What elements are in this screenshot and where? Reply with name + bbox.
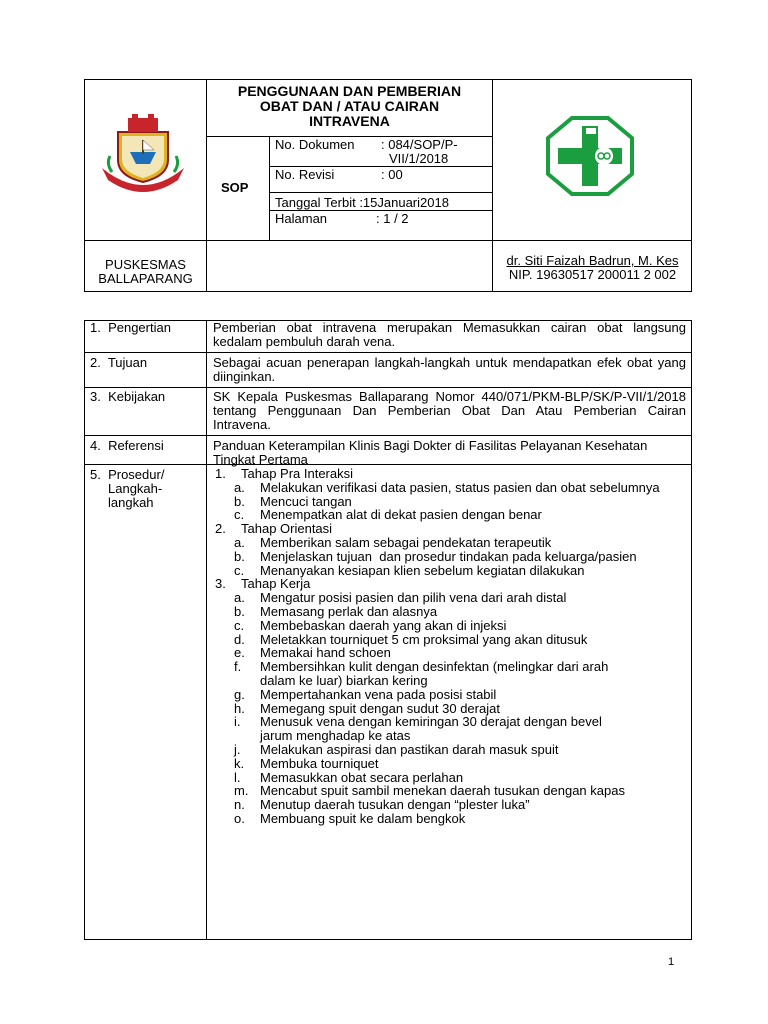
step-item: g. Mempertahankan vena pada posisi stabil: [234, 686, 497, 702]
content-divider: [84, 435, 692, 436]
step-item: a. Melakukan verifikasi data pasien, status pasien dan obat sebelumnya: [234, 479, 660, 495]
section-text-referensi: Panduan Keterampilan Klinis Bagi Dokter di Fasilitas Pelayanan Kesehatan Tingkat Pertama: [213, 438, 648, 467]
step-item: a. Mengatur posisi pasien dan pilih vena dari arah distal: [234, 590, 567, 606]
city-emblem-logo: [98, 112, 188, 192]
tanggal-terbit: Tanggal Terbit :15Januari2018: [275, 195, 449, 210]
puskesmas-logo: [546, 116, 634, 196]
content-divider: [206, 320, 207, 940]
step-item: o. Membuang spuit ke dalam bengkok: [234, 810, 466, 826]
procedure-label: 5. Prosedur/ Langkah- langkah: [90, 467, 165, 510]
step-item: m. Mencabut spuit sambil menekan daerah tusukan dengan kapas: [234, 783, 625, 799]
dokumen-label: No. Dokumen: [275, 137, 355, 152]
header-divider: [269, 192, 493, 193]
section-text-pengertian: Pemberian obat intravena merupakan Memasukkan cairan obat langsung kedalam pembuluh darah vena.: [213, 320, 686, 349]
step-item: b. Mencuci tangan: [234, 493, 352, 509]
procedure-list: [215, 467, 687, 826]
revisi-value: : 00: [381, 167, 403, 182]
step-item: i. Menusuk vena dengan kemiringan 30 derajat dengan bevel jarum menghadap ke atas: [234, 714, 602, 744]
signer-block: [493, 254, 692, 282]
dokumen-value-cont: VII/1/2018: [389, 151, 449, 166]
signer-nip: NIP. 19630517 200011 2 002: [508, 267, 677, 282]
content-divider: [84, 387, 692, 388]
section-text-tujuan: Sebagai acuan penerapan langkah-langkah untuk mendapatkan efek obat yang diinginkan.: [213, 355, 686, 384]
content-divider: [84, 352, 692, 353]
step-item: c. Membebaskan daerah yang akan di injeksi: [234, 617, 507, 633]
step-heading: 1. Tahap Pra Interaksi: [215, 466, 354, 481]
step-item: n. Menutup daerah tusukan dengan “plester luka”: [234, 797, 530, 813]
step-item: h. Memegang spuit dengan sudut 30 derajat: [234, 700, 500, 716]
step-item: l. Memasukkan obat secara perlahan: [234, 769, 464, 785]
step-item: b. Menjelaskan tujuan dan prosedur tindakan pada keluarga/pasien: [234, 548, 637, 564]
section-label-tujuan: 2. Tujuan: [90, 355, 148, 370]
step-item: e. Memakai hand schoen: [234, 645, 391, 661]
step-item: k. Membuka tourniquet: [234, 755, 379, 771]
sop-label: SOP: [221, 180, 249, 195]
header-divider: [269, 136, 270, 240]
step-item: f. Membersihkan kulit dengan desinfektan (melingkar dari arah dalam ke luar) biarkan kering: [234, 659, 609, 688]
header-divider: [84, 240, 692, 241]
step-heading: 2. Tahap Orientasi: [215, 521, 333, 537]
section-label-referensi: 4. Referensi: [90, 438, 164, 453]
step-item: c. Menanyakan kesiapan klien sebelum kegiatan dilakukan: [234, 562, 585, 578]
step-heading: 3. Tahap Kerja: [215, 576, 311, 592]
step-item: b. Memasang perlak dan alasnya: [234, 603, 438, 619]
revisi-label: No. Revisi: [275, 167, 335, 182]
step-item: c. Menempatkan alat di dekat pasien dengan benar: [234, 507, 542, 523]
signer-name: dr. Siti Faizah Badrun, M. Kes: [506, 253, 679, 268]
puskesmas-name: PUSKESMAS BALLAPARANG: [98, 257, 193, 286]
step-item: d. Meletakkan tourniquet 5 cm proksimal yang akan ditusuk: [234, 631, 588, 647]
dokumen-value: : 084/SOP/P-: [381, 137, 458, 152]
section-label-kebijakan: 3. Kebijakan: [90, 389, 166, 404]
halaman-label: Halaman: [275, 211, 328, 226]
page-number: 1: [668, 956, 675, 968]
step-item: j. Melakukan aspirasi dan pastikan darah masuk spuit: [234, 741, 559, 757]
step-item: a. Memberikan salam sebagai pendekatan terapeutik: [234, 534, 552, 550]
section-text-kebijakan: SK Kepala Puskesmas Ballaparang Nomor 440/071/PKM-BLP/SK/P-VII/1/2018 tentang Penggunaan Dan Pemberian Obat Dan Atau Pemberian Cairan Intravena.: [213, 389, 686, 432]
section-label-pengertian: 1. Pengertian: [90, 320, 171, 335]
halaman-value: : 1 / 2: [376, 211, 409, 226]
document-title: PENGGUNAAN DAN PEMBERIAN OBAT DAN / ATAU CAIRAN INTRAVENA: [237, 83, 462, 129]
